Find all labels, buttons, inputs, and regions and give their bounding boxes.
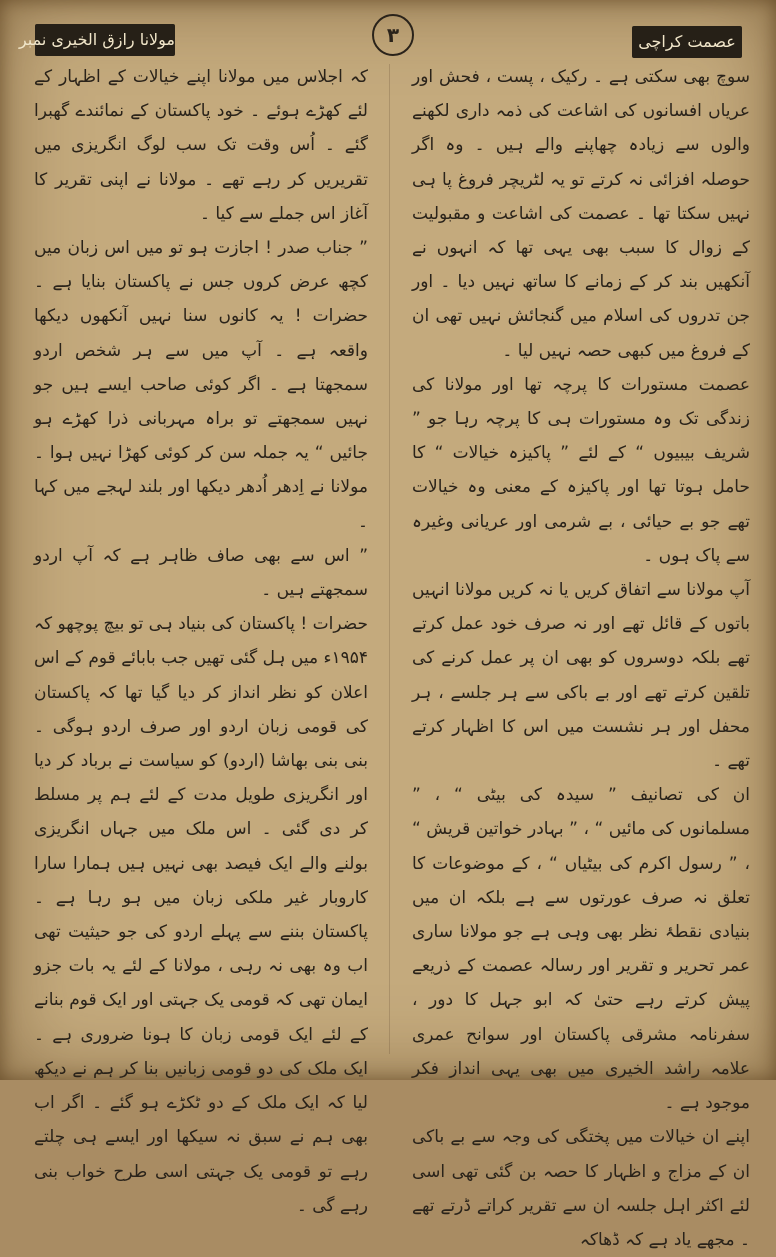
right-text-column	[412, 60, 750, 1250]
paragraph: حضرات ! پاکستان کی بنیاد ہی تو بیچ پوچھو کہ ۱۹۵۴ء میں ہل گئی تھیں جب بابائے قوم کے اس اعلان کو نظر انداز کر دیا گیا تھا کہ پاکستان کی قومی زبان اردو اور صرف اردو ہوگی ۔ بنی بنی بھاشا (اردو) کو سیاست نے برباد کر دیا اور انگریزی طویل مدت کے لئے ہم پر مسلط کر دی گئی ۔ اس ملک میں جہاں انگریزی بولنے والے ایک فیصد بھی نہیں ہیں ہمارا سارا کاروبار غیر ملکی زبان میں ہو رہا ہے ۔ پاکستان بننے سے پہلے اردو کی جو حیثیت تھی اب وہ بھی نہ رہی ، مولانا کے لئے یہ بات جزو ایمان تھی کہ قومی یک جہتی اور ایک قوم بنانے کے لئے ایک قومی زبان کا ہونا ضروری ہے ۔ ایک ملک کی دو قومی زبانیں بنا کر ہم نے دیکھ لیا کہ ایک ملک کے دو ٹکڑے ہو گئے ۔ اگر اب بھی ہم نے سبق نہ سیکھا اور ایسے ہی چلتے رہے تو قومی یک جہتی اسی طرح خواب بنی رہے گی ۔	[34, 614, 368, 1216]
paragraph: ان کی تصانیف ” سیدہ کی بیٹی “ ، ” مسلمانوں کی مائیں “ ، ” بہادر خواتین قریش “ ، ” رسول اکرم کی بیٹیاں “ ، کے موضوعات کا تعلق نہ صرف عورتوں سے ہے بلکہ ان میں بنیادی نقطۂ نظر بھی وہی ہے جو مولانا ساری عمر تحریر و تقریر اور رسالہ عصمت کے ذریعے پیش کرتے رہے حتیٰ کہ ابو جہل کا دور ، سفرنامہ مشرقی پاکستان اور سوانح عمری علامہ راشد الخیری میں بھی یہی انداز فکر موجود ہے ۔	[412, 785, 750, 1114]
paragraph: ” اس سے بھی صاف ظاہر ہے کہ آپ اردو سمجھتے ہیں ۔	[34, 545, 368, 601]
page-number-text: ۳	[386, 23, 400, 47]
magazine-name-banner	[632, 26, 742, 58]
issue-title-text: مولانا رازق الخیری نمبر	[18, 30, 175, 49]
paragraph: کہ اجلاس میں مولانا اپنے خیالات کے اظہار کے لئے کھڑے ہوئے ۔ خود پاکستان کے نمائندے گھبرا گئے ۔ اُس وقت تک سب لوگ انگریزی میں تقریریں کر رہے تھے ۔ مولانا نے اپنی تقریر کا آغاز اس جملے سے کیا ۔	[34, 67, 368, 224]
paragraph: سوچ بھی سکتی ہے ۔ رکیک ، پست ، فحش اور عریاں افسانوں کی اشاعت کی ذمہ داری لکھنے والوں سے زیادہ چھاپنے والے ہیں ۔ وہ اگر حوصلہ افزائی نہ کرتے تو یہ لٹریچر فروغ پا ہی نہیں سکتا تھا ۔ عصمت کی اشاعت و مقبولیت کے زوال کا سبب بھی یہی تھا کہ انہوں نے آنکھیں بند کر کے زمانے کا ساتھ نہیں دیا ۔ اور جن تدروں کی اسلام میں گنجائش نہیں تھی ان کے فروغ میں کبھی حصہ نہیں لیا ۔	[412, 67, 750, 361]
left-text-column	[34, 60, 368, 1216]
paragraph: اپنے ان خیالات میں پختگی کی وجہ سے بے باکی ان کے مزاج و اظہار کا حصہ بن گئی تھی اسی لئے اکثر اہل جلسہ ان سے تقریر کراتے ڈرتے تھے ۔ مجھے یاد ہے کہ ڈھاکہ	[412, 1127, 750, 1250]
paragraph: عصمت مستورات کا پرچہ تھا اور مولانا کی زندگی تک وہ مستورات ہی کا پرچہ رہا جو ” شریف بیبیوں “ کے لئے ” پاکیزہ خیالات “ کا حامل ہوتا تھا اور پاکیزہ کے معنی وہ خیالات تھے جو بے حیائی ، بے شرمی اور عریانی وغیرہ سے پاک ہوں ۔	[412, 374, 750, 566]
page-number-badge	[372, 14, 414, 56]
magazine-name-text: عصمت کراچی	[638, 32, 736, 51]
column-divider	[389, 64, 390, 1054]
paragraph: ” جناب صدر ! اجازت ہو تو میں اس زبان میں کچھ عرض کروں جس نے پاکستان بنایا ہے ۔ حضرات ! یہ کانوں سنا نہیں آنکھوں دیکھا واقعہ ہے ۔ آپ میں سے ہر شخص اردو سمجھتا ہے ۔ اگر کوئی صاحب ایسے ہیں جو نہیں سمجھتے تو براہ مہربانی ذرا کھڑے ہو جائیں “ یہ جملہ سن کر کوئی کھڑا نہیں ہوا ۔ مولانا نے اِدھر اُدھر دیکھا اور بلند لہجے میں کہا ۔	[34, 238, 368, 532]
paragraph: آپ مولانا سے اتفاق کریں یا نہ کریں مولانا انہیں باتوں کے قائل تھے اور نہ صرف خود عمل کرتے تھے بلکہ دوسروں کو بھی ان پر عمل کرنے کی تلقین کرتے تھے اور بے باکی سے ہر جلسے ، ہر محفل اور ہر نشست میں اس کا اظہار کرتے تھے ۔	[412, 580, 750, 772]
issue-title-banner	[18, 24, 175, 56]
